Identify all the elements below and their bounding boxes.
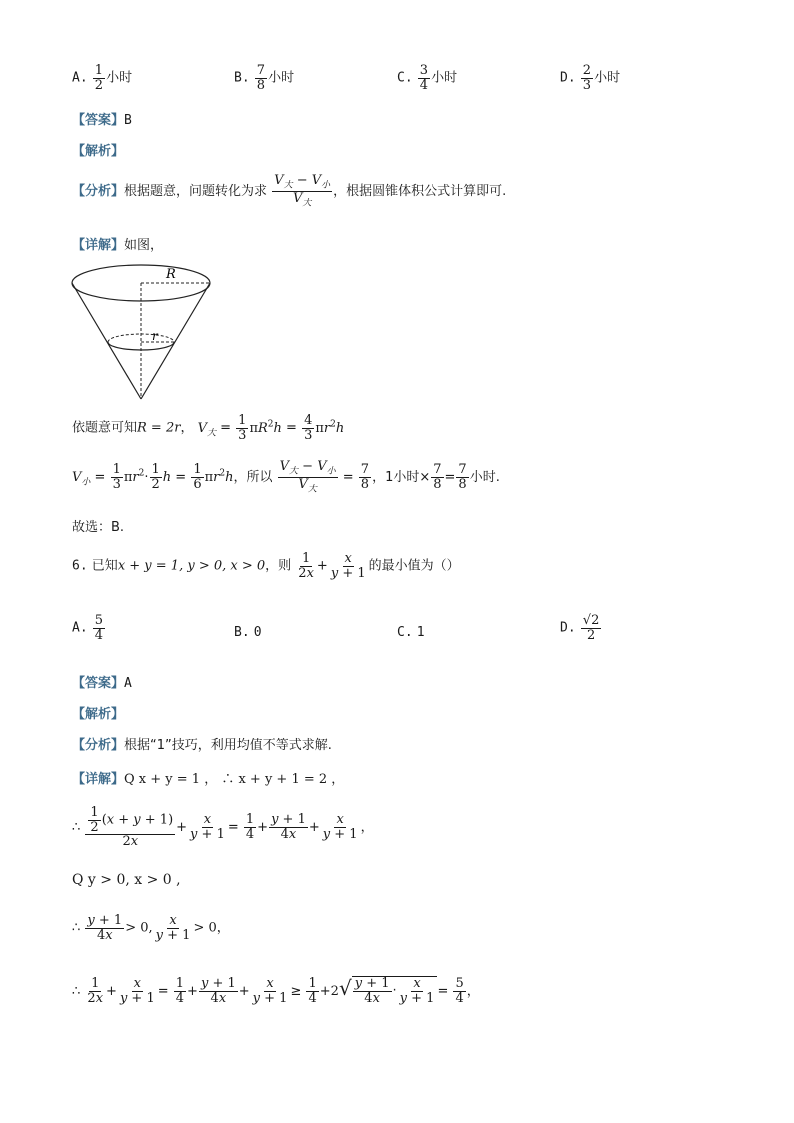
- derivation-line-2: $V_小$ = $\frac{1}{3}$ $\pi r^2\cdot$ $\frac{1}{2}$ h = $\frac{1}{6}$ $\pi r^2h$，所以 $\frac{V_大 - V_小}{V_大}$ = $\frac{7}{8}$ ，1小时× $\frac{7}{8}$ = $\frac{7}{8}$ 小时.: [72, 459, 500, 495]
- conclusion: 故选：B.: [72, 520, 125, 535]
- option-c: C. $\frac{3}{4}$ 小时: [397, 63, 458, 93]
- answer-tag: 【答案】: [72, 113, 125, 128]
- derivation-line-1: 依题意可知R = 2r， $V_大$ = $\frac{1}{3}$ $\pi R^2h$ = $\frac{4}{3}$ $\pi r^2h$: [72, 413, 345, 443]
- derivation-step-2: ∴ $\frac{1}{2}$ (x + y + 1) 2x + $\frac{x}{y + 1}$ = $\frac{1}{4}$ + $\frac{y + 1}{4x}$ + $\frac{x}{y + 1}$ ，: [72, 805, 374, 850]
- option-b: B. 0: [234, 625, 262, 640]
- fraction: $\frac{7}{8}$: [256, 63, 266, 93]
- option-b: B. $\frac{7}{8}$ 小时: [234, 63, 295, 93]
- option-letter: A.: [72, 70, 88, 86]
- option-a: A. $\frac{1}{2}$ 小时: [72, 63, 133, 93]
- derivation-step-4: ∴ $\frac{y + 1}{4x}$ > 0, $\frac{x}{y + 1}$ > 0，: [72, 913, 230, 943]
- analysis-heading: 【解析】: [72, 707, 125, 722]
- fenxi-line: 【分析】根据题意，问题转化为求 $\frac{V_大 - V_小}{V_大}$ ，根据圆锥体积公式计算即可.: [72, 173, 507, 209]
- derivation-step-3: Q y > 0, x > 0 ,: [72, 872, 181, 888]
- xiangjie-line: 【详解】如图，: [72, 238, 164, 253]
- fraction: $\frac{2}{3}$: [582, 63, 592, 93]
- option-a: A. $\frac{5}{4}$: [72, 613, 104, 643]
- fraction: $\frac{1}{2}$: [94, 63, 104, 93]
- answer-value: B: [124, 113, 132, 128]
- option-c: C. 1: [397, 625, 425, 640]
- fraction: $\frac{3}{4}$: [419, 63, 429, 93]
- derivation-step-5: ∴ $\frac{1}{2x}$ + $\frac{x}{y + 1}$ = $\frac{1}{4}$ + $\frac{y + 1}{4x}$ + $\frac{x}{y + 1}$ ≥ $\frac{1}{4}$ +2√ $\frac{y + 1}{4x}$ · $\frac{x}{y + 1}$ = $\frac{5}{4}$ ，: [72, 976, 480, 1006]
- xiangjie-line: 【详解】Q x + y = 1 ， ∴ x + y + 1 = 2 ，: [72, 772, 345, 787]
- option-d: D. $\frac{√2}{2}$: [560, 613, 600, 643]
- volume-ratio-fraction: $\frac{V_大 - V_小}{V_大}$: [274, 173, 331, 209]
- label-r: r: [152, 329, 158, 343]
- cone-figure: [68, 258, 218, 403]
- analysis-heading: 【解析】: [72, 144, 125, 159]
- question-6-stem: 6. 已知x + y = 1, y > 0, x > 0，则 $\frac{1}{2x}$ + $\frac{x}{y + 1}$ 的最小值为（）: [72, 551, 460, 581]
- answer-line: [72, 109, 132, 128]
- option-d: D. $\frac{2}{3}$ 小时: [560, 63, 621, 93]
- label-R: R: [166, 267, 176, 282]
- fenxi-line: 【分析】根据“1”技巧，利用均值不等式求解.: [72, 738, 332, 753]
- answer-line: 【答案】A: [72, 676, 132, 691]
